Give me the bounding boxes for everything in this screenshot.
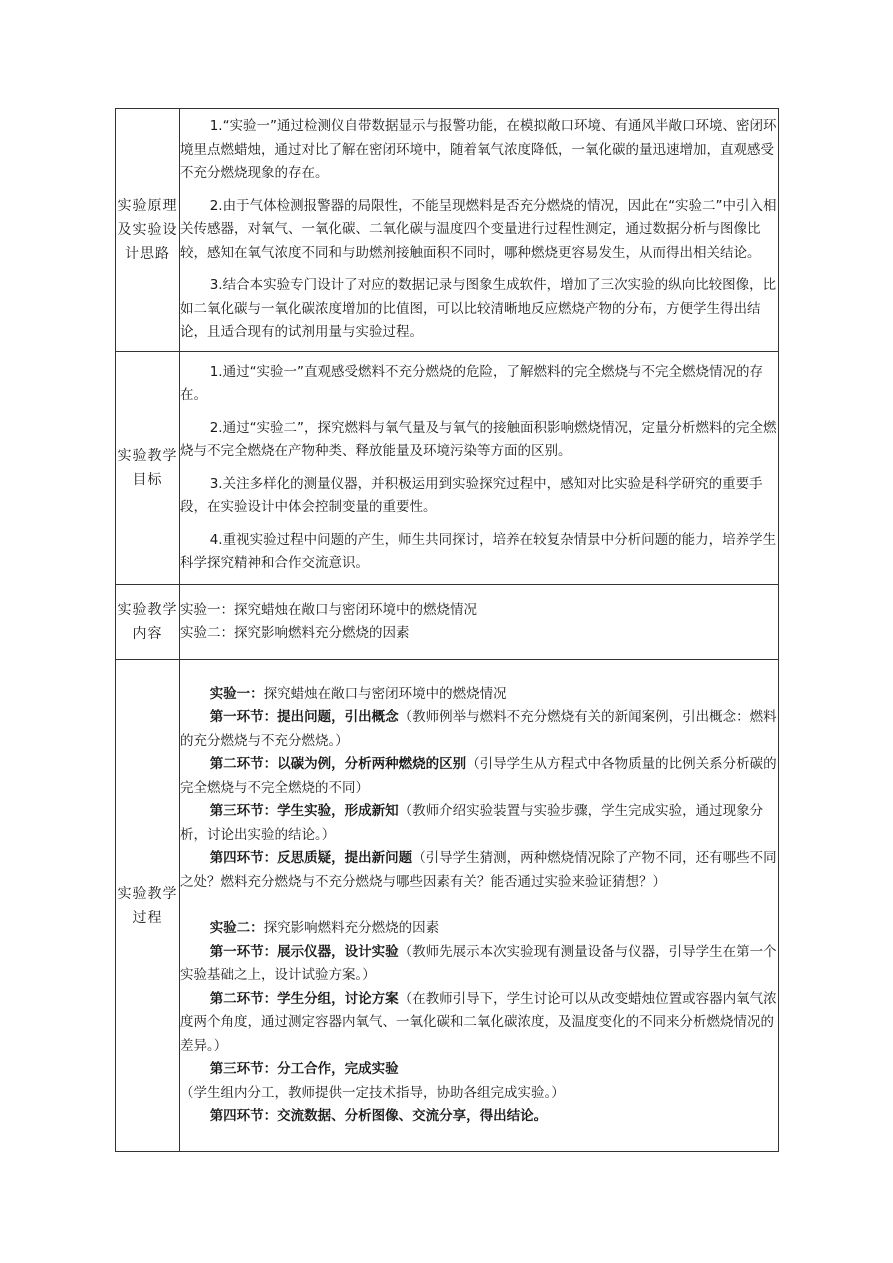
content-line: 实验一：探究蜡烛在敞口与密闭环境中的燃烧情况 [180, 601, 477, 618]
section-gap [180, 894, 778, 917]
row-label-process: 实验教学过程 [116, 660, 180, 1152]
principle-para: 3.结合本实验专门设计了对应的数据记录与图象生成软件，增加了三次实验的纵向比较图像，比如二氧化碳与一氧化碳浓度增加的比值图，可以比较清晰地反应燃烧产物的分布，方便学生得出结论，且适合现有的试剂用量与实验过程。 [180, 277, 777, 341]
lesson-plan-table [115, 108, 779, 1152]
row-label-principle: 实验原理及实验设计思路 [116, 109, 180, 352]
exp1-step: 第一环节：提出问题，引出概念（教师例举与燃料不充分燃烧有关的新闻案例，引出概念：燃料的充分燃烧与不充分燃烧。） [180, 709, 777, 749]
exp1-step: 第四环节：反思质疑，提出新问题（引导学生猜测，两种燃烧情况除了产物不同，还有哪些不同之处？燃料充分燃烧与不充分燃烧与哪些因素有关？能否通过实验来验证猜想？） [180, 850, 777, 890]
principle-para: 1.“实验一”通过检测仪自带数据显示与报警功能，在模拟敞口环境、有通风半敞口环境、密闭环境里点燃蜡烛，通过对比了解在密闭环境中，随着氧气浓度降低，一氧化碳的量迅速增加，直观感受不充分燃烧现象的存在。 [180, 118, 777, 182]
exp1-step: 第二环节：以碳为例，分析两种燃烧的区别（引导学生从方程式中各物质量的比例关系分析碳的完全燃烧与不完全燃烧的不同） [180, 756, 777, 796]
row-content [116, 585, 779, 660]
content-content [180, 585, 779, 660]
goals-para: 2.通过“实验二”，探究燃料与氧气量及与氧气的接触面积影响燃烧情况，定量分析燃料的完全燃烧与不完全燃烧在产物种类、释放能量及环境污染等方面的区别。 [180, 419, 777, 459]
goals-content [180, 352, 779, 585]
exp1-title: 实验一：探究蜡烛在敞口与密闭环境中的燃烧情况 [209, 685, 507, 702]
goals-para: 1.通过“实验一”直观感受燃料不充分燃烧的危险，了解燃料的完全燃烧与不完全燃烧情况的存在。 [180, 363, 764, 403]
row-label-content: 实验教学内容 [116, 585, 180, 660]
row-principle [116, 109, 779, 352]
row-process [116, 660, 779, 1152]
exp2-step: 第一环节：展示仪器，设计实验（教师先展示本次实验现有测量设备与仪器，引导学生在第一个实验基础之上，设计试验方案。） [180, 943, 777, 983]
exp1-step: 第三环节：学生实验，形成新知（教师介绍实验装置与实验步骤，学生完成实验，通过现象分析，讨论出实验的结论。） [180, 803, 764, 843]
exp2-step: 第二环节：学生分组，讨论方案（在教师引导下，学生讨论可以从改变蜡烛位置或容器内氧气浓度两个角度，通过测定容器内氧气、一氧化碳和二氧化碳浓度，及温度变化的不同来分析燃烧情况的差异。） [180, 990, 777, 1054]
exp2-title: 实验二：探究影响燃料充分燃烧的因素 [209, 920, 440, 936]
content-line: 实验二：探究影响燃料充分燃烧的因素 [180, 625, 410, 641]
row-label-goals: 实验教学目标 [116, 352, 180, 585]
goals-para: 4.重视实验过程中问题的产生，师生共同探讨，培养在较复杂情景中分析问题的能力，培养学生科学探究精神和合作交流意识。 [180, 531, 777, 571]
row-goals [116, 352, 779, 585]
principle-para: 2.由于气体检测报警器的局限性，不能呈现燃料是否充分燃烧的情况，因此在“实验二”中引入相关传感器，对氧气、一氧化碳、二氧化碳与温度四个变量进行过程性测定，通过数据分析与图像比较，感知在氧气浓度不同和与助燃剂接触面积不同时，哪种燃烧更容易发生，从而得出相关结论。 [180, 197, 777, 261]
principle-content [180, 109, 779, 352]
process-content [180, 660, 779, 1152]
exp2-step: 第三环节：分工合作，完成实验（学生组内分工，教师提供一定技术指导，协助各组完成实验。） [180, 1061, 565, 1101]
goals-para: 3.关注多样化的测量仪器，并积极运用到实验探究过程中，感知对比实验是科学研究的重要手段，在实验设计中体会控制变量的重要性。 [180, 475, 763, 515]
exp2-step: 第四环节：交流数据、分析图像、交流分享，得出结论。 [209, 1108, 548, 1124]
